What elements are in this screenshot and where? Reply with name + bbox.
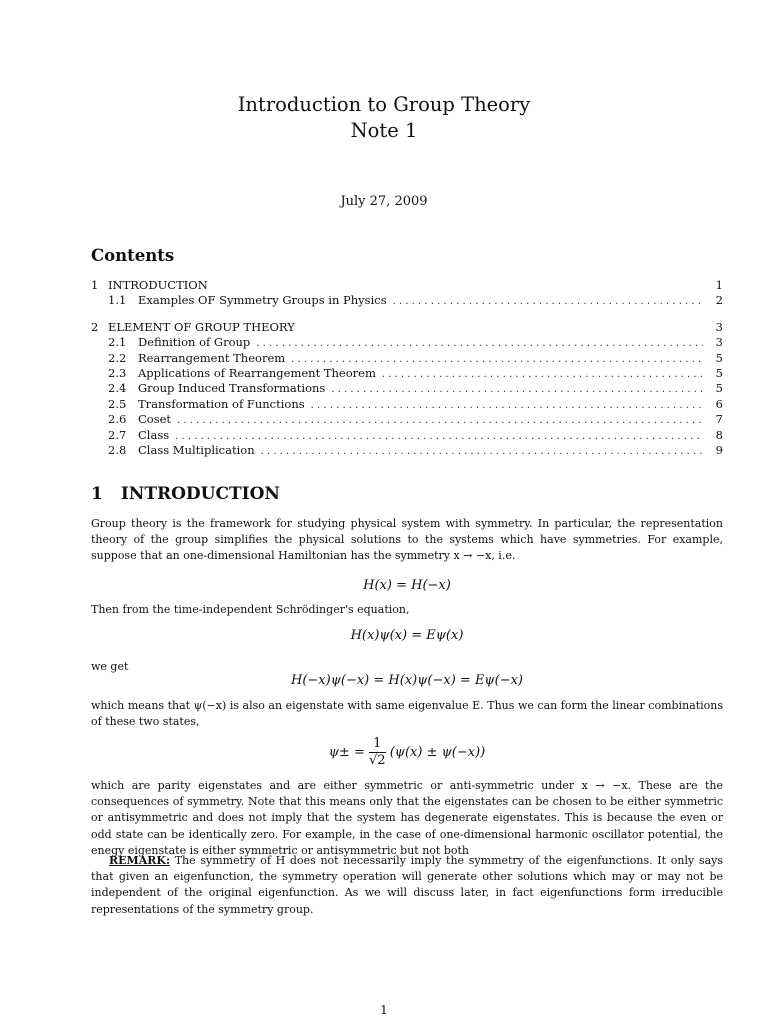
document-subtitle: Note 1 bbox=[350, 119, 418, 142]
toc-entry-number: 2.3 bbox=[108, 365, 127, 380]
toc-subsection-entry[interactable] bbox=[91, 397, 723, 412]
fraction-numerator: 1 bbox=[369, 736, 386, 753]
toc-dot-leader bbox=[291, 354, 703, 365]
toc-entry-page: 3 bbox=[715, 319, 723, 334]
toc-entry-page: 5 bbox=[715, 381, 723, 396]
toc-entry-title[interactable]: Rearrangement Theorem bbox=[138, 350, 286, 365]
toc-entry-number: 2.2 bbox=[108, 350, 127, 365]
toc-entry-title[interactable]: Class bbox=[138, 427, 170, 442]
toc-entry-title[interactable]: Examples OF Symmetry Groups in Physics bbox=[138, 293, 387, 308]
toc-subsection-entry[interactable] bbox=[91, 366, 723, 381]
toc-entry-page: 8 bbox=[715, 427, 723, 442]
equation-eigen: H(−x)ψ(−x) = H(x)ψ(−x) = Eψ(−x) bbox=[290, 673, 523, 688]
toc-entry-number: 2.1 bbox=[108, 335, 127, 350]
toc-entry-title[interactable]: Group Induced Transformations bbox=[138, 381, 326, 396]
page-number: 1 bbox=[380, 1003, 388, 1017]
toc-entry-page: 5 bbox=[715, 350, 723, 365]
toc-dot-leader bbox=[261, 446, 703, 457]
toc-entry-title[interactable]: Coset bbox=[138, 412, 172, 427]
toc-section-entry[interactable] bbox=[91, 278, 723, 293]
section-title: INTRODUCTION bbox=[120, 484, 280, 504]
toc-entry-title[interactable]: Transformation of Functions bbox=[138, 396, 305, 411]
equation-parity-combination bbox=[91, 736, 723, 769]
title-block bbox=[0, 92, 768, 144]
toc-dot-leader bbox=[382, 369, 703, 380]
toc-entry-page: 9 bbox=[715, 442, 723, 457]
toc-entry-page: 2 bbox=[715, 293, 723, 308]
paragraph-we-get: we get bbox=[91, 660, 129, 673]
toc-entry-number: 2.4 bbox=[108, 381, 127, 396]
toc-dot-leader bbox=[331, 384, 703, 395]
toc-entry-page: 5 bbox=[715, 365, 723, 380]
toc-section-entry[interactable] bbox=[91, 320, 723, 335]
toc-entry-number: 1 bbox=[91, 278, 99, 292]
toc-entry-number: 1.1 bbox=[108, 293, 127, 308]
document-title: Introduction to Group Theory bbox=[237, 93, 531, 116]
equation-schrodinger: H(x)ψ(x) = Eψ(x) bbox=[350, 628, 464, 643]
toc-entry-page: 6 bbox=[715, 396, 723, 411]
toc-subsection-entry[interactable] bbox=[91, 293, 723, 308]
toc-entry-title[interactable]: ELEMENT OF GROUP THEORY bbox=[108, 319, 295, 334]
toc-entry-page: 1 bbox=[715, 278, 723, 292]
toc-entry-title[interactable]: Definition of Group bbox=[138, 335, 251, 350]
fraction bbox=[369, 736, 386, 769]
equation-rhs: (ψ(x) ± ψ(−x)) bbox=[389, 745, 486, 760]
paragraph-parity: which are parity eigenstates and are either symmetric or anti-symmetric under x → −x. These are the consequences of symmetry. Note that this means only that the eigenstates can be chosen to be either symmetric or antisymmetric and does not imply that the system has degenerate eigenstates. This is because the even or odd state can be identically zero. For example, in the case of one-dimensional harmonic oscillator potential, the enegy eigenstate is either symmetric or antisymmetric but not both bbox=[91, 779, 723, 857]
section-heading bbox=[91, 484, 280, 504]
equation-symmetry: H(x) = H(−x) bbox=[363, 578, 451, 593]
toc-entry-title[interactable]: INTRODUCTION bbox=[108, 278, 208, 292]
fraction-denominator: √2 bbox=[369, 753, 386, 768]
toc-subsection-entry[interactable] bbox=[91, 428, 723, 443]
toc-subsection-entry[interactable] bbox=[91, 351, 723, 366]
paragraph-eigenstate: which means that ψ(−x) is also an eigenstate with same eigenvalue E. Thus we can form the linear combinations of these two states, bbox=[91, 699, 723, 729]
paragraph-schrodinger: Then from the time-independent Schrödinger's equation, bbox=[91, 603, 410, 616]
toc-dot-leader bbox=[311, 400, 703, 411]
toc-entry-number: 2.6 bbox=[108, 412, 127, 427]
toc-dot-leader bbox=[177, 415, 703, 426]
remark-label: REMARK: bbox=[109, 854, 170, 867]
toc-dot-leader bbox=[256, 338, 703, 349]
toc-subsection-entry[interactable] bbox=[91, 443, 723, 458]
paragraph-remark bbox=[91, 853, 723, 918]
toc-subsection-entry[interactable] bbox=[91, 335, 723, 350]
toc-entry-number: 2.8 bbox=[108, 442, 127, 457]
toc-dot-leader bbox=[393, 296, 703, 307]
toc-entry-page: 3 bbox=[715, 335, 723, 350]
section-number: 1 bbox=[91, 484, 103, 504]
toc-entry-title[interactable]: Applications of Rearrangement Theorem bbox=[138, 365, 376, 380]
toc-entry-title[interactable]: Class Multiplication bbox=[138, 442, 255, 457]
document-date: July 27, 2009 bbox=[340, 194, 428, 209]
contents-heading: Contents bbox=[91, 246, 175, 265]
toc-entry-number: 2 bbox=[91, 319, 99, 334]
paragraph-intro: Group theory is the framework for studying physical system with symmetry. In particular, the representation theory of the group simplifies the physical solutions to the systems which have symmetries. For example, suppose that an one-dimensional Hamiltonian has the symmetry x → −x, i.e. bbox=[91, 517, 723, 563]
toc-subsection-entry[interactable] bbox=[91, 412, 723, 427]
toc-dot-leader bbox=[175, 431, 703, 442]
remark-text: The symmetry of H does not necessarily imply the symmetry of the eigenfunctions. It only says that given an eigenfunction, the symmetry operation will generate other solutions which may or may not be independent of the original eigenfunction. As we will discuss later, in fact eigenfunctions form irreducible representations of the symmetry group. bbox=[91, 854, 724, 916]
toc-subsection-entry[interactable] bbox=[91, 381, 723, 396]
toc-entry-page: 7 bbox=[715, 412, 723, 427]
table-of-contents bbox=[91, 278, 723, 458]
toc-entry-number: 2.5 bbox=[108, 396, 127, 411]
equation-lhs: ψ± = bbox=[328, 745, 365, 760]
toc-entry-number: 2.7 bbox=[108, 427, 127, 442]
